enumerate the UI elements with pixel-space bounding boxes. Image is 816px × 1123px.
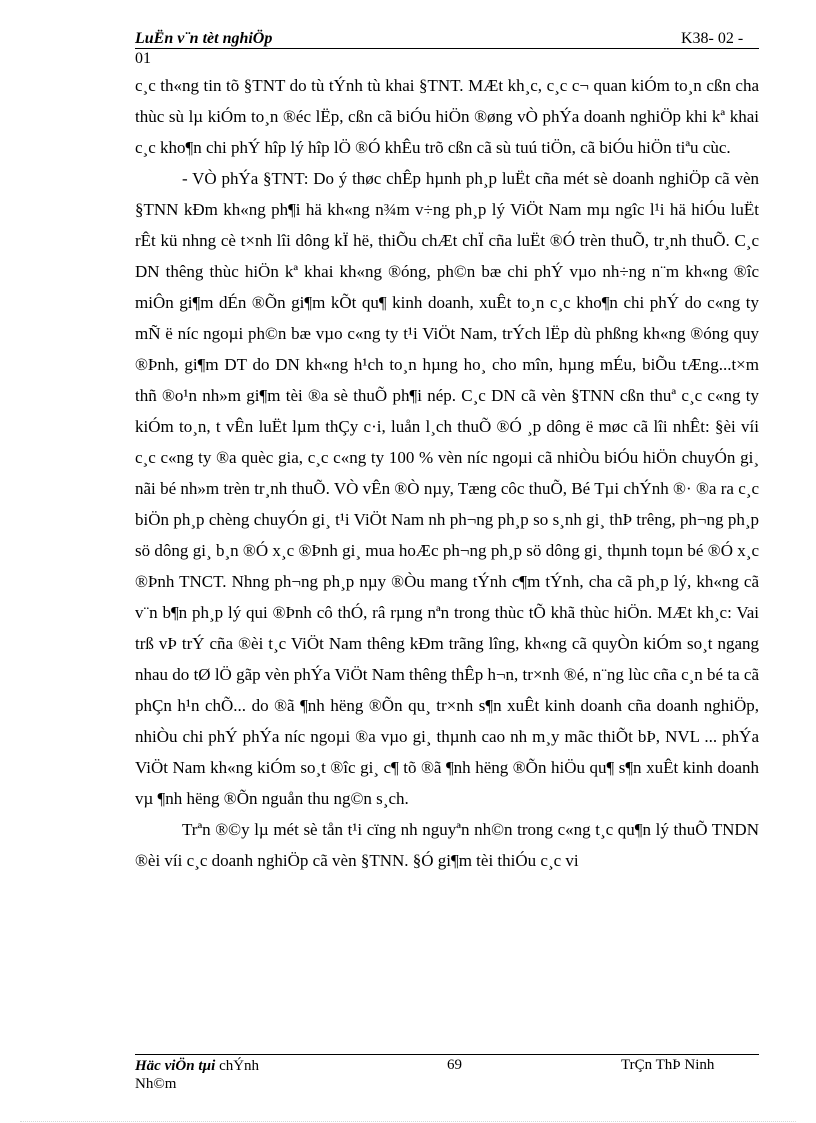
body-text	[135, 70, 759, 876]
footer-author-surname: Nh©m	[135, 1076, 177, 1092]
header-title: LuËn v¨n tèt nghiÖp	[135, 30, 273, 47]
footer-rule	[135, 1054, 759, 1055]
footer-institution-rest: chÝnh	[219, 1058, 260, 1074]
footer-institution	[135, 1057, 259, 1093]
paragraph: Trªn ®©y lµ mét sè tån t¹i cïng nh nguyªn nh©n trong c«ng t¸c qu¶n lý thuÕ TNDN ®èi víi c¸c doanh nghiÖp cã vèn §TNN. §Ó gi¶m tèi thiÓu c¸c vi	[135, 820, 759, 870]
header-code: K38- 02 -	[681, 30, 744, 47]
footer-institution-emphasis: Häc viÖn tµi	[135, 1058, 216, 1074]
page-number: 69	[447, 1057, 462, 1073]
page-edge	[20, 1121, 796, 1122]
paragraph: c¸c th«ng tin tõ §TNT do tù tÝnh tù khai §TNT. MÆt kh¸c, c¸c c¬ quan kiÓm to¸n cßn cha thùc sù lµ kiÓm to¸n ®éc lËp, cßn cã biÓu hiÖn ®øng vÒ phÝa doanh nghiÖp khi kª khai c¸c kho¶n chi phÝ hîp lý hîp lÖ ®Ó khÊu trõ cßn cã sù tuú tiÖn, cã biÓu hiÖn tiªu cùc.	[135, 76, 759, 157]
header-rule	[135, 48, 759, 49]
header-code-continuation: 01	[135, 50, 151, 67]
footer-author: TrÇn ThÞ Ninh	[621, 1057, 715, 1073]
paragraph: - VÒ phÝa §TNT: Do ý thøc chÊp hµnh ph¸p luËt cña mét sè doanh nghiÖp cã vèn §TNN kÐm kh«ng ph¶i hä kh«ng n¾m v÷ng ph¸p lý ViÖt Nam mµ ngîc l¹i hä hiÓu luËt rÊt kü nhng cè t×nh lîi dông kÏ hë, thiÕu chÆt chÏ cña luËt ®Ó trèn thuÕ, tr¸nh thuÕ. C¸c DN thêng thùc hiÖn kª khai kh«ng ®óng, ph©n bæ chi phÝ vµo nh÷ng n¨m kh«ng ®îc miÔn gi¶m dÉn ®Õn gi¶m kÕt qu¶ kinh doanh, xuÊt to¸n c¸c kho¶n chi phÝ do c«ng ty mÑ ë níc ngoµi ph©n bæ vµo c«ng ty t¹i ViÖt Nam, trÝch lËp dù phßng kh«ng ®óng quy ®Þnh, gi¶m DT do DN kh«ng h¹ch to¸n hµng ho¸ cho mîn, hµng mÉu, biÕu tÆng...t×m thñ ®o¹n nh»m gi¶m tèi ®a sè thuÕ ph¶i nép. C¸c DN cã vèn §TNN cßn thuª c¸c c«ng ty kiÓm to¸n, t vÊn luËt lµm thÇy c·i, luån l¸ch thuÕ ®Ó ¸p dông ë møc cã lîi nhÊt: §èi víi c¸c c«ng ty ®a quèc gia, c¸c c«ng ty 100 % vèn níc ngoµi cã nhiÒu biÓu hiÖn chuyÓn gi¸ nãi bé nh»m trèn tr¸nh thuÕ. VÒ vÊn ®Ò nµy, Tæng côc thuÕ, Bé Tµi chÝnh ®· ®a ra c¸c biÖn ph¸p chèng chuyÓn gi¸ t¹i ViÖt Nam nh ph¬ng ph¸p so s¸nh gi¸ thÞ trêng, ph¬ng ph¸p sö dông gi¸ b¸n ®Ó x¸c ®Þnh gi¸ mua hoÆc ph¬ng ph¸p sö dông gi¸ thµnh toµn bé ®Ó x¸c ®Þnh TNCT. Nhng ph¬ng ph¸p nµy ®Òu mang tÝnh c¶m tÝnh, cha cã ph¸p lý, kh«ng cã v¨n b¶n ph¸p lý qui ®Þnh cô thÓ, râ rµng nªn trong thùc tÕ khã thùc hiÖn. MÆt kh¸c: Vai trß vÞ trÝ cña ®èi t¸c ViÖt Nam thêng kÐm trãng lîng, kh«ng cã quyÒn kiÓm so¸t ngang nhau do tØ lÖ gãp vèn phÝa ViÖt Nam thêng thÊp h¬n, tr×nh ®é, n¨ng lùc cña c¸n bé ta cã phÇn h¹n chÕ... do ®ã ¶nh hëng ®Õn qu¸ tr×nh s¶n xuÊt kinh doanh cña doanh nghiÖp, nhiÒu chi phÝ phÝa níc ngoµi ®a vµo gi¸ thµnh cao nh m¸y mãc thiÕt bÞ, NVL ... phÝa ViÖt Nam kh«ng kiÓm so¸t ®îc gi¸ c¶ tõ ®ã ¶nh hëng ®Õn hiÖu qu¶ s¶n xuÊt kinh doanh vµ ¶nh hëng ®Õn nguån thu ng©n s¸ch.	[135, 169, 759, 808]
